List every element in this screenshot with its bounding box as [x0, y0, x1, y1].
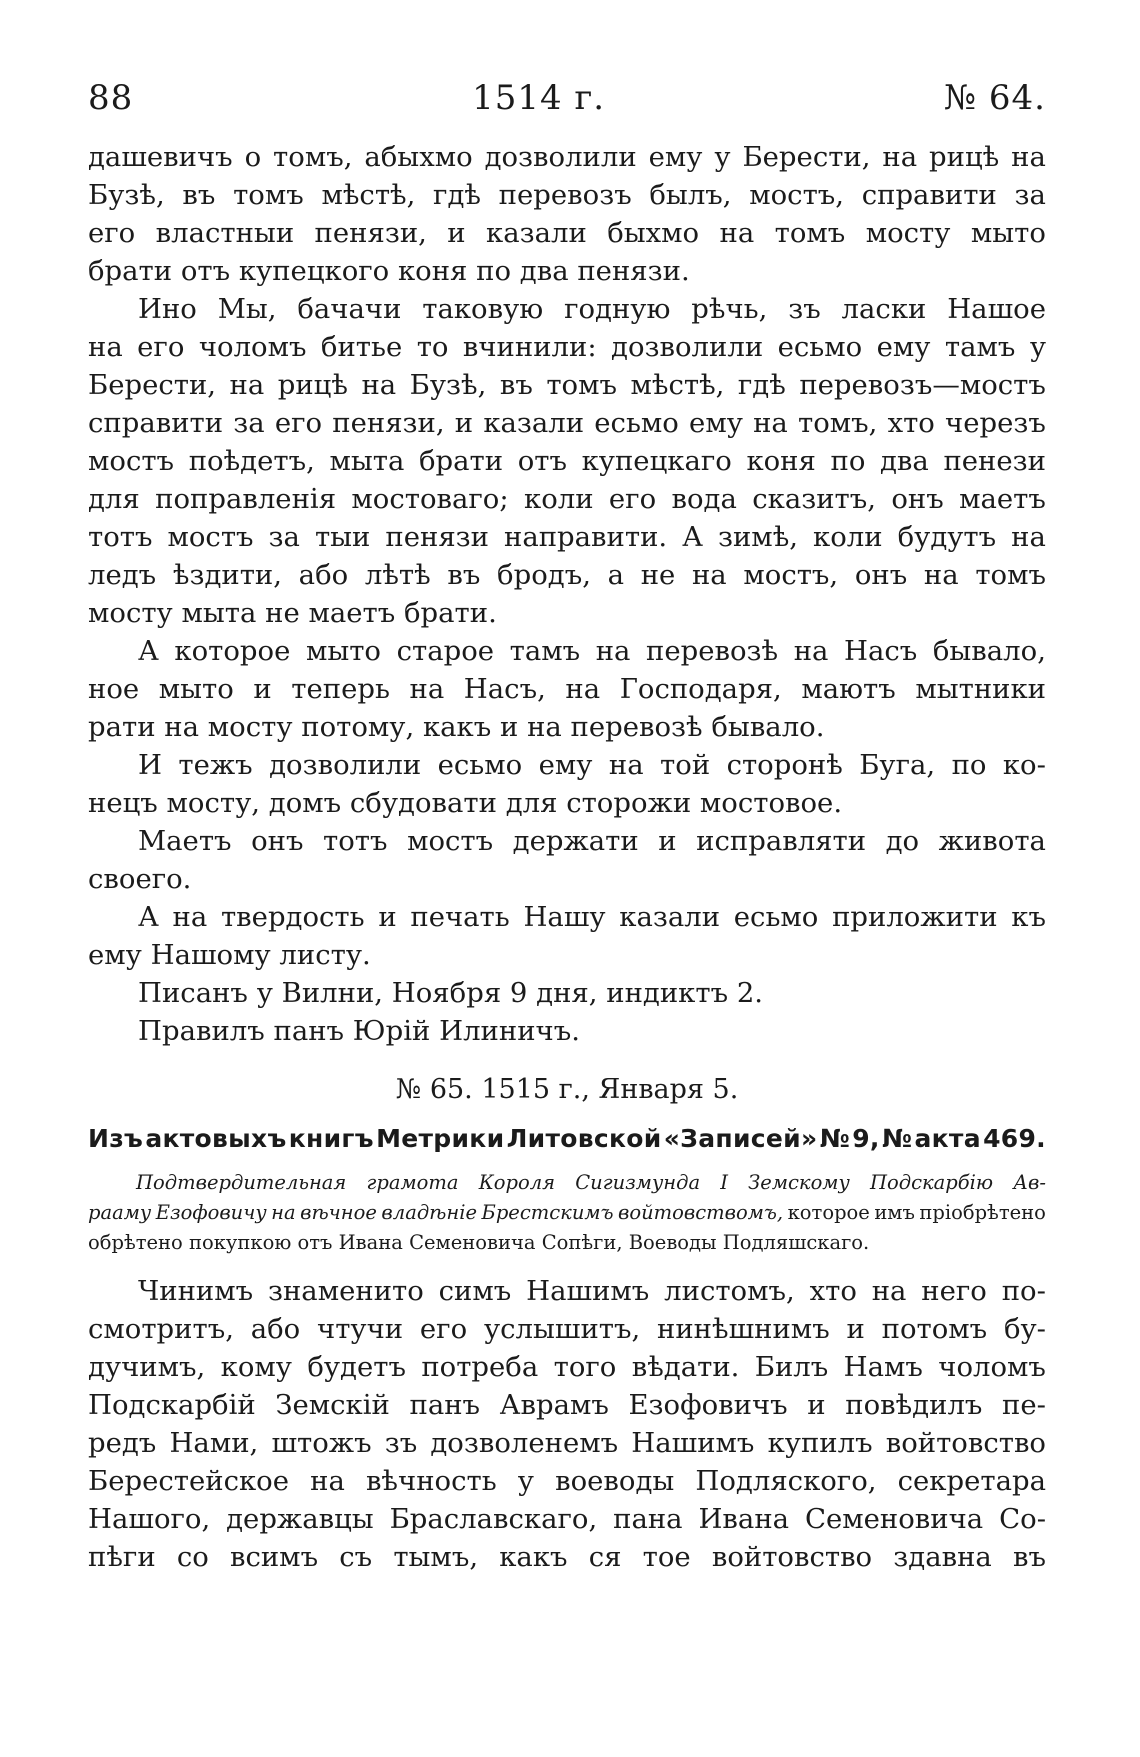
text-line: Писанъ у Вилни, Ноября 9 дня, индиктъ 2. [138, 977, 764, 1009]
text-line: справити за его пенязи, и казали есьмо ему на томъ, хто черезъ [88, 407, 1046, 439]
summary-line: Подтвердительная грамота Короля Сигизмунда I Земскому Подскарбію Ав- [136, 1171, 1046, 1194]
text-line: ное мыто и теперь на Насъ, на Господаря, маютъ мытники [88, 673, 1046, 705]
text-line: Чинимъ знаменито симъ Нашимъ листомъ, хто на него по- [138, 1275, 1046, 1307]
text-line: тотъ мостъ за тыи пенязи направити. А зимѣ, коли будутъ на [88, 521, 1046, 553]
header-doc-number: № 64. [943, 78, 1046, 118]
document-page [88, 78, 1046, 1576]
text-line: редъ Нами, штожъ зъ дозволенемъ Нашимъ купилъ войтовство [88, 1427, 1046, 1459]
text-line: пѣги со всимъ съ тымъ, какъ ся тое войтовство здавна въ [88, 1541, 1046, 1573]
text-line: Ино Мы, бачачи таковую годную рѣчь, зъ ласки Нашое [138, 293, 1046, 325]
text-line: рати на мосту потому, какъ и на перевозѣ бывало. [88, 711, 825, 743]
text-line: его властныи пенязи, и казали быхмо на томъ мосту мыто [88, 217, 1046, 249]
text-line: ледъ ѣздити, або лѣтѣ въ бродъ, а не на мостъ, онъ на томъ [88, 559, 1046, 591]
page-header [88, 78, 1046, 138]
text-line: Правилъ панъ Юрій Илиничъ. [138, 1015, 580, 1047]
text-line: Берести, на рицѣ на Бузѣ, въ томъ мѣстѣ, гдѣ перевозъ—мостъ [88, 369, 1046, 401]
text-line: Подскарбій Земскій панъ Аврамъ Езофовичъ и повѣдилъ пе- [88, 1389, 1046, 1421]
source-heading-text: Изъ актовыхъ книгъ Метрики Литовской «Записей» № 9, № акта 469. [88, 1124, 1046, 1153]
text-line: Берестейское на вѣчность у воеводы Подляского, секретара [88, 1465, 1046, 1497]
summary-line: рааму Езофовичу на вѣчное владѣніе Брестскимъ войтовствомъ, которое имъ пріобрѣтено [88, 1201, 1046, 1224]
document-64-body [88, 138, 1046, 1050]
document-65-summary [88, 1168, 1046, 1258]
source-heading [88, 1116, 1046, 1162]
text-line: ему Нашому листу. [88, 939, 371, 971]
text-line: дучимъ, кому будетъ потреба того вѣдати. Билъ Намъ чоломъ [88, 1351, 1046, 1383]
text-line: А на твердость и печать Нашу казали есьмо приложити къ [138, 901, 1046, 933]
text-line: Маетъ онъ тотъ мостъ держати и исправляти до живота [138, 825, 1046, 857]
text-line: для поправленія мостоваго; коли его вода сказитъ, онъ маетъ [88, 483, 1046, 515]
text-line: И тежъ дозволили есьмо ему на той сторонѣ Буга, по ко- [138, 749, 1046, 781]
document-65-body [88, 1272, 1046, 1576]
document-65-title: № 65. 1515 г., Января 5. [395, 1074, 739, 1105]
page-year: 1514 г. [472, 78, 606, 118]
text-line: мосту мыта не маетъ брати. [88, 597, 497, 629]
text-line: Бузѣ, въ томъ мѣстѣ, гдѣ перевозъ былъ, мостъ, справити за [88, 179, 1046, 211]
text-line: мостъ поѣдетъ, мыта брати отъ купецкаго коня по два пенези [88, 445, 1046, 477]
text-line: брати отъ купецкого коня по два пенязи. [88, 255, 690, 287]
text-line: смотритъ, або чтучи его услышитъ, нинѣшнимъ и потомъ бу- [88, 1313, 1046, 1345]
text-line: Нашого, державцы Браславскаго, пана Ивана Семеновича Со- [88, 1503, 1046, 1535]
text-line: на его чоломъ битье то вчинили: дозволили есьмо ему тамъ у [88, 331, 1046, 363]
text-line: дашевичъ о томъ, абыхмо дозволили ему у Берести, на рицѣ на [88, 141, 1046, 173]
page-number: 88 [88, 78, 134, 118]
summary-line: обрѣтено покупкою отъ Ивана Семеновича Сопѣги, Воеводы Подляшскаго. [88, 1231, 870, 1254]
text-line: нецъ мосту, домъ сбудовати для сторожи мостовое. [88, 787, 843, 819]
text-line: своего. [88, 863, 192, 895]
text-line: А которое мыто старое тамъ на перевозѣ на Насъ бывало, [138, 635, 1046, 667]
